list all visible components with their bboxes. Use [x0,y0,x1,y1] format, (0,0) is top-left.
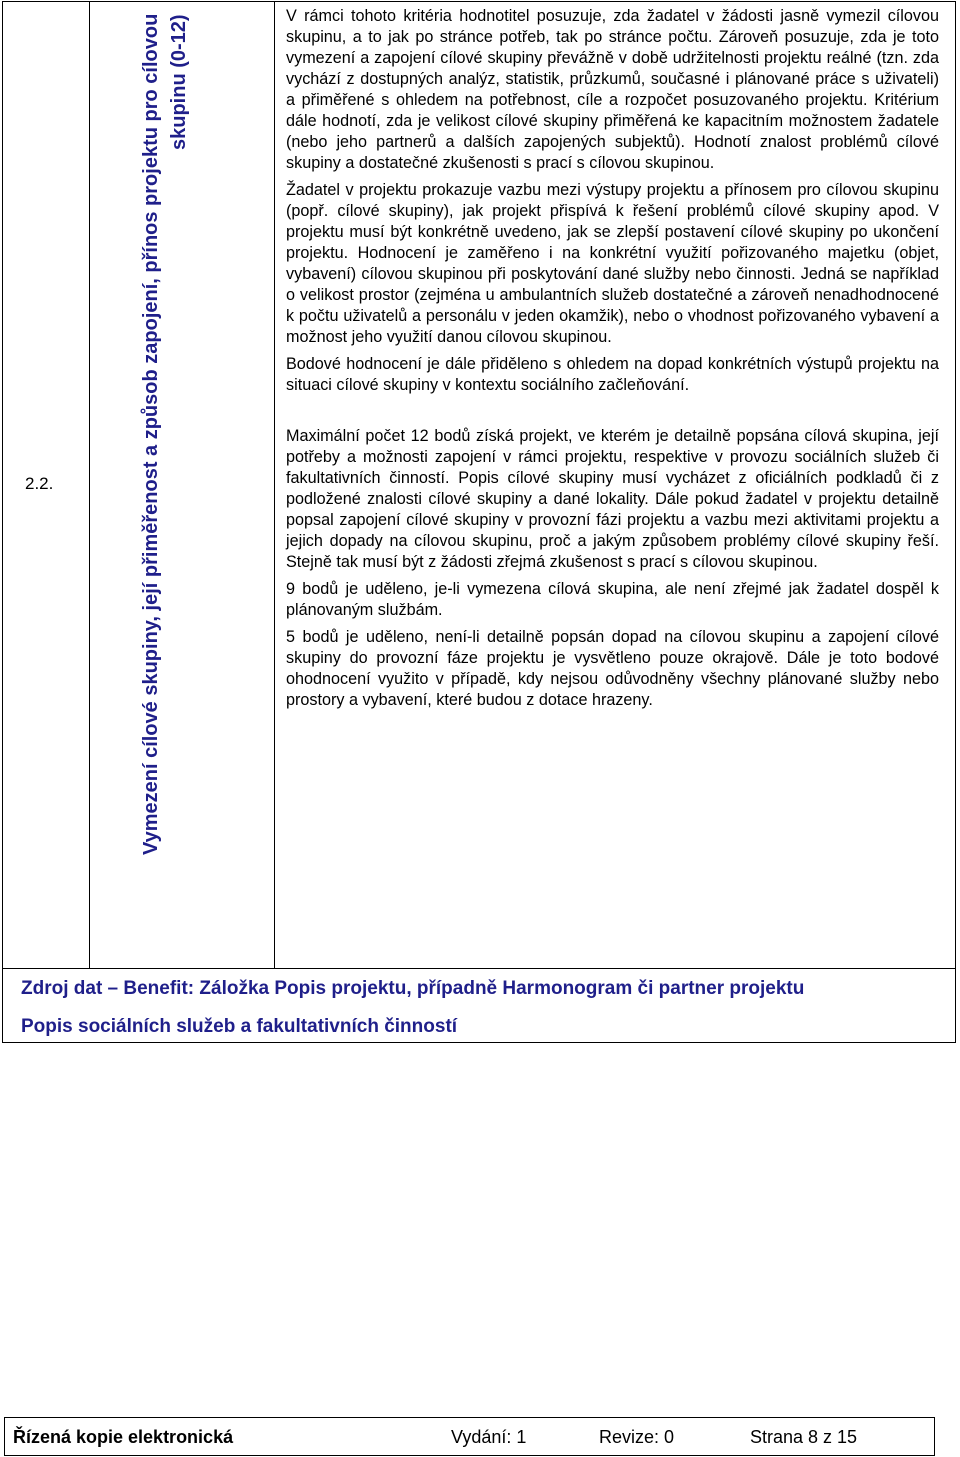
data-source-row [3,968,955,1043]
description-paragraph: V rámci tohoto kritéria hodnotitel posuzuje, zda žadatel v žádosti jasně vymezil cílovou skupinu, a to jak po stránce potřeb, tak po stránce počtu. Zároveň posuzuje, zda je toto vymezení a zapojení cílové skupiny převážně v době udržitelnosti projektu reálné (tzn. zda vychází z dostupných analýz, statistik, průzkumů, současné i plánované práce s uživateli) a přiměřené s ohledem na potřebnost, cíle a rozpočet posuzovaného projektu. Kritérium dále hodnotí, zda je velikost cílové skupiny přiměřená ke kapacitním možnostem žadatele (nebo jeho partnerů a dalších zapojených subjektů). Hodnotí znalost problémů cílové skupiny a dostatečné zkušenosti s prací s cílovou skupinou. [286,7,939,172]
criterion-title-line-1: Vymezení cílové skupiny, její přiměřenost a způsob zapojení, přínos projektu pro cílovou [140,14,162,856]
data-source-line-1: Zdroj dat – Benefit: Záložka Popis projektu, případně Harmonogram či partner projektu [21,978,805,999]
criterion-table [2,1,956,1043]
criterion-title [137,14,261,954]
criterion-description [286,6,939,717]
scoring-paragraph-9: 9 bodů je uděleno, je-li vymezena cílová skupina, ale není zřejmé jak žadatel dospěl k plánovaným službám. [286,580,939,619]
criterion-number-cell [3,2,90,968]
description-paragraph: Žadatel v projektu prokazuje vazbu mezi výstupy projektu a přínosem pro cílovou skupinu (popř. cílové skupiny), jak projekt přispívá k řešení problémů cílové skupiny apod. V projektu musí být konkrétně uvedeno, jak se zlepší postavení cílové skupiny po ukončení projektu. Hodnocení je zaměřeno i na konkrétní využití pořizovaného majetku (objet, vybavení) cílovou skupinou při poskytování dané služby nebo činnosti. Jedná se například o velikost prostor (zejména u ambulantních služeb dostatečné a zároveň nenadhodnocené k počtu uživatelů a personálu v jeden okamžik), nebo o vhodnost pořizovaného vybavení a možnost jeho využití danou cílovou skupinou. [286,181,939,346]
scoring-paragraph-5: 5 bodů je uděleno, není-li detailně popsán dopad na cílovou skupinu a zapojení cílové skupiny do provozní fáze projektu je vysvětleno pouze okrajově. Dále je toto bodové ohodnocení využito v případě, kdy nejsou odůvodněny všechny plánované služby nebo prostory a vybavení, které budou z dotace hrazeny. [286,628,939,709]
criterion-title-line-2: skupinu (0-12) [168,14,190,150]
issue-number: Vydání: 1 [451,1427,527,1447]
page-footer [4,1417,935,1456]
data-source-line-2: Popis sociálních služeb a fakultativních činností [21,1016,458,1037]
scoring-paragraph-12: Maximální počet 12 bodů získá projekt, ve kterém je detailně popsána cílová skupina, její potřeby a možnosti zapojení v rámci projektu, respektive v provozu sociálních služeb či fakultativních činností. Popis cílové skupiny musí vycházet z oficiálních podkladů či z podložené znalosti cílové skupiny a dané lokality. Dále pokud žadatel v projektu detailně popsal zapojení cílové skupiny v provozní fázi projektu a vazbu mezi aktivitami projektu a jejich dopady na cílovou skupinu, proč a jakým způsobem problémy cílové skupiny řeší. Stejně tak musí být z žádosti zřejmá zkušenost s prací s cílovou skupinou. [286,427,939,571]
controlled-copy-label: Řízená kopie elektronická [13,1427,234,1447]
criterion-description-cell [275,2,955,968]
description-paragraph: Bodové hodnocení je dále přiděleno s ohledem na dopad konkrétních výstupů projektu na situaci cílové skupiny v kontextu sociálního začleňování. [286,355,939,394]
page-number: Strana 8 z 15 [750,1427,858,1447]
criterion-title-cell [90,2,275,968]
revision-number: Revize: 0 [599,1427,675,1447]
criterion-number: 2.2. [25,474,54,493]
